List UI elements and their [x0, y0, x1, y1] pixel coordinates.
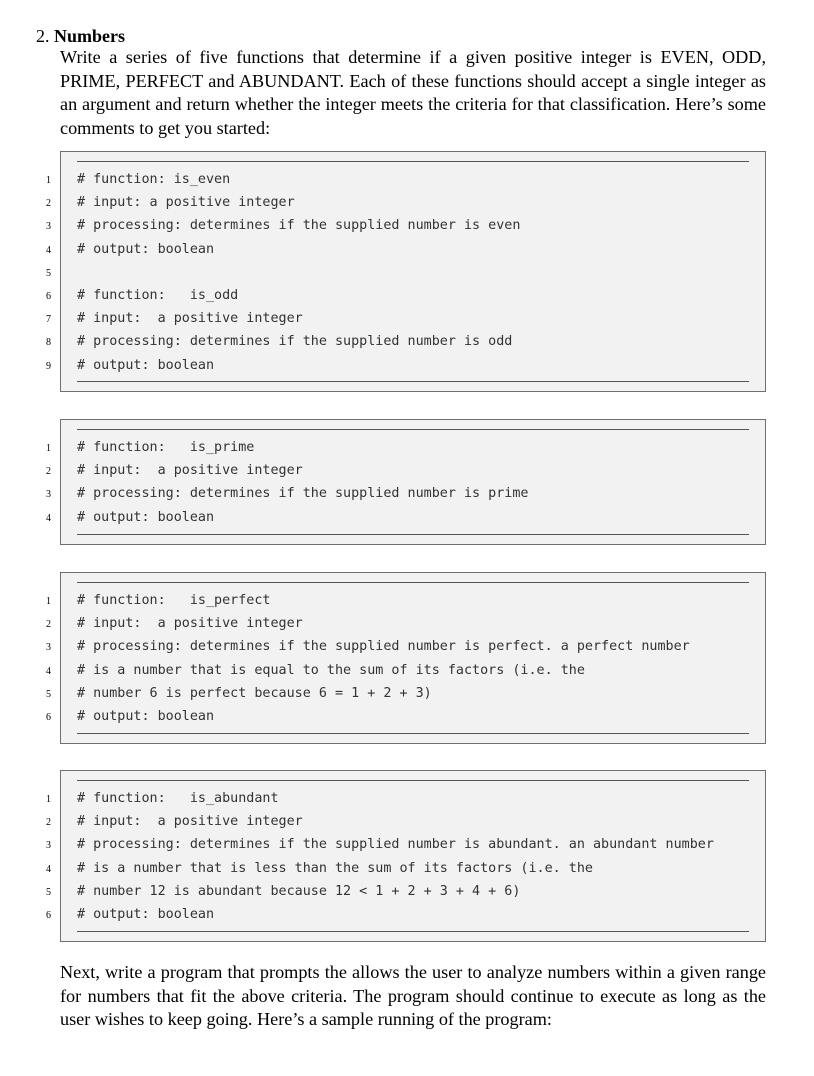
code-line — [46, 191, 765, 214]
code-text: # function: is_prime — [77, 440, 255, 455]
code-line — [46, 705, 765, 728]
code-text: # input: a positive integer — [77, 814, 303, 830]
line-number: 3 — [46, 489, 51, 501]
code-text: # number 12 is abundant because 12 < 1 + 2 + 3 + 4 + 6) — [77, 883, 521, 899]
line-number: 1 — [46, 596, 51, 607]
code-line — [46, 903, 765, 926]
code-text: # input: a positive integer — [77, 195, 295, 211]
code-text: # processing: determines if the supplied number is odd — [77, 334, 513, 350]
section-number: 2. — [36, 26, 50, 46]
code-line — [46, 284, 765, 307]
code-rule-top — [77, 582, 749, 583]
code-line — [46, 857, 765, 880]
code-line — [46, 307, 765, 330]
code-text: # function: is_odd — [77, 288, 239, 303]
code-rule-top — [77, 161, 749, 162]
code-text: # number 6 is perfect because 6 = 1 + 2 + 3) — [77, 685, 432, 701]
code-line — [46, 261, 765, 284]
code-text: # processing: determines if the supplied number is abundant. an abundant number — [77, 837, 714, 853]
code-block-abundant — [46, 770, 766, 942]
code-text: # processing: determines if the supplied number is even — [77, 218, 521, 234]
section-title: Numbers — [54, 26, 125, 46]
code-line — [46, 880, 765, 903]
code-text: # function: is_abundant — [77, 791, 279, 806]
line-number: 5 — [46, 267, 51, 279]
code-line — [46, 168, 765, 191]
code-line — [46, 810, 765, 833]
code-text: # input: a positive integer — [77, 463, 303, 479]
code-text: # input: a positive integer — [77, 616, 303, 632]
code-line — [46, 238, 765, 261]
code-text: # is a number that is equal to the sum of its factors (i.e. the — [77, 662, 585, 678]
code-block-prime — [46, 419, 766, 545]
code-line — [46, 787, 765, 810]
code-line — [46, 682, 765, 705]
line-number: 6 — [46, 291, 51, 302]
line-number: 3 — [46, 840, 51, 852]
line-number: 2 — [46, 817, 51, 829]
code-text: # processing: determines if the supplied number is prime — [77, 486, 529, 502]
code-text: # function: is_even — [77, 172, 231, 187]
line-number: 6 — [46, 712, 51, 723]
line-number: 2 — [46, 619, 51, 631]
line-number: 5 — [46, 688, 51, 700]
line-number: 1 — [46, 443, 51, 454]
line-number: 3 — [46, 642, 51, 654]
code-text: # is a number that is less than the sum of its factors (i.e. the — [77, 860, 593, 876]
code-text: # output: boolean — [77, 357, 215, 373]
code-rule-top — [77, 429, 749, 430]
outro-paragraph — [60, 961, 766, 1032]
code-block-perfect — [46, 572, 766, 744]
intro-text: Write a series of five functions that determine if a given positive integer is EVEN, ODD, PRIME, PERFECT and ABUNDANT. Each of these functions should accept a single integer as an argument and return whether the integer meets the criteria for that classification. Here’s some comments to get you started: — [60, 47, 766, 138]
intro-paragraph — [60, 46, 766, 140]
code-line — [46, 214, 765, 237]
code-line — [46, 330, 765, 353]
section-heading — [36, 24, 125, 48]
code-line — [46, 354, 765, 377]
code-line — [46, 833, 765, 856]
line-number: 7 — [46, 314, 51, 326]
code-rule-top — [77, 780, 749, 781]
code-rule-bottom — [77, 381, 749, 382]
code-line — [46, 659, 765, 682]
code-text: # processing: determines if the supplied number is perfect. a perfect number — [77, 639, 690, 655]
line-number: 5 — [46, 886, 51, 898]
line-number: 8 — [46, 337, 51, 349]
code-line — [46, 459, 765, 482]
line-number: 1 — [46, 175, 51, 186]
code-text: # input: a positive integer — [77, 311, 303, 327]
line-number: 6 — [46, 910, 51, 921]
code-text: # output: boolean — [77, 509, 215, 525]
code-line — [46, 482, 765, 505]
code-rule-bottom — [77, 931, 749, 932]
code-text: # output: boolean — [77, 241, 215, 257]
line-number: 3 — [46, 221, 51, 233]
code-line — [46, 589, 765, 612]
outro-text: Next, write a program that prompts the allows the user to analyze numbers within a given range for numbers that fit the above criteria. The program should continue to execute as long as the user wishes to keep going. Here’s a sample running of the program: — [60, 962, 766, 1029]
code-text: # function: is_perfect — [77, 593, 271, 608]
code-block-even-odd — [46, 151, 766, 392]
line-number: 4 — [46, 665, 51, 677]
code-line — [46, 436, 765, 459]
code-rule-bottom — [77, 534, 749, 535]
code-line — [46, 506, 765, 529]
line-number: 1 — [46, 794, 51, 805]
code-line — [46, 612, 765, 635]
line-number: 4 — [46, 863, 51, 875]
line-number: 9 — [46, 360, 51, 372]
line-number: 2 — [46, 198, 51, 210]
code-line — [46, 635, 765, 658]
line-number: 4 — [46, 512, 51, 524]
code-text: # output: boolean — [77, 907, 215, 922]
line-number: 2 — [46, 466, 51, 478]
code-text: # output: boolean — [77, 709, 215, 724]
code-rule-bottom — [77, 733, 749, 734]
line-number: 4 — [46, 244, 51, 256]
